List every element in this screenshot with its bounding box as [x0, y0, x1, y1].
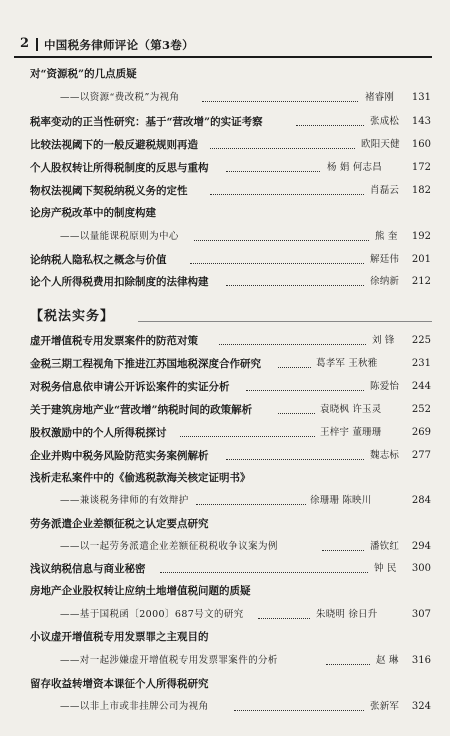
entry-page: 284	[411, 495, 431, 506]
entry-title: 房地产企业股权转让应纳土地增值税问题的质疑	[30, 585, 251, 597]
entry-page: 201	[411, 254, 431, 265]
entry-title: 对“资源税”的几点质疑	[30, 68, 137, 80]
entry-page: 294	[411, 541, 431, 552]
entry-title: 论个人所得税费用扣除制度的法律构建	[30, 276, 209, 288]
dot-leader	[226, 171, 320, 172]
section-heading: 【税法实务】	[30, 309, 115, 324]
dot-leader	[278, 413, 315, 414]
entry-title: 劳务派遣企业差额征税之认定要点研究	[30, 518, 209, 530]
entry-title: 物权法视阈下契税纳税义务的定性	[30, 185, 188, 197]
entry-author: 肖磊云	[370, 185, 400, 196]
section-rule	[138, 321, 432, 322]
entry-subtitle: ——以非上市或非挂牌公司为视角	[60, 701, 209, 712]
toc-entry[interactable]	[0, 581, 450, 601]
entry-title: 关于建筑房地产业“营改增”纳税时间的政策解析	[30, 404, 253, 416]
entry-author: 褚睿刚	[365, 92, 395, 103]
entry-page: 277	[411, 450, 431, 461]
entry-page: 269	[411, 427, 431, 438]
toc-entry[interactable]	[0, 227, 450, 247]
entry-author: 张新军	[370, 701, 400, 712]
entry-author: 欧阳天健	[361, 139, 400, 150]
entry-author: 张成松	[370, 116, 400, 127]
entry-title: 留存收益转增资本课征个人所得税研究	[30, 678, 209, 690]
entry-page: 324	[411, 701, 431, 712]
toc-entry[interactable]	[0, 605, 450, 625]
entry-author: 徐珊珊 陈映川	[310, 495, 372, 506]
toc-entry[interactable]	[0, 400, 450, 420]
entry-page: 172	[411, 162, 431, 173]
entry-author: 刘 锋	[372, 335, 395, 346]
entry-title: 个人股权转让所得税制度的反思与重构	[30, 162, 209, 174]
dot-leader	[296, 125, 364, 126]
dot-leader	[210, 194, 364, 195]
entry-author: 袁晓枫 许玉灵	[320, 404, 382, 415]
dot-leader	[226, 459, 364, 460]
entry-page: 225	[411, 335, 431, 346]
entry-title: 虚开增值税专用发票案件的防范对策	[30, 335, 198, 347]
entry-title: 比较法视阈下的一般反避税规则再造	[30, 139, 198, 151]
dot-leader	[210, 148, 355, 149]
entry-author: 陈爱怡	[370, 381, 400, 392]
entry-title: 浅析走私案件中的《偷逃税款海关核定证明书》	[30, 472, 251, 484]
entry-page: 212	[411, 276, 431, 287]
entry-subtitle: ——兼谈税务律师的有效辩护	[60, 495, 189, 506]
toc-entry[interactable]	[0, 272, 450, 292]
entry-author: 赵 琳	[376, 655, 399, 666]
entry-title: 股权激励中的个人所得税探讨	[30, 427, 167, 439]
entry-title: 企业并购中税务风险防范实务案例解析	[30, 450, 209, 462]
entry-author: 解廷伟	[370, 254, 400, 265]
entry-page: 143	[411, 116, 431, 127]
dot-leader	[219, 344, 366, 345]
toc-entry[interactable]	[0, 697, 450, 717]
page-number: 2	[20, 36, 30, 51]
toc-entry[interactable]	[0, 354, 450, 374]
toc-entry[interactable]	[0, 377, 450, 397]
entry-title: 论房产税改革中的制度构建	[30, 207, 156, 219]
toc-entry[interactable]	[0, 468, 450, 488]
entry-page: 231	[411, 358, 431, 369]
toc-entry[interactable]	[0, 64, 450, 84]
entry-author: 朱晓明 徐日升	[316, 609, 378, 620]
entry-author: 潘钦红	[370, 541, 400, 552]
dot-leader	[258, 618, 310, 619]
toc-entry[interactable]	[0, 250, 450, 270]
toc-entry[interactable]	[0, 651, 450, 671]
header-separator	[36, 38, 38, 51]
toc-entry[interactable]	[0, 135, 450, 155]
entry-author: 徐纳新	[370, 276, 400, 287]
toc-entry[interactable]	[0, 559, 450, 579]
toc-entry[interactable]	[0, 112, 450, 132]
entry-page: 252	[411, 404, 431, 415]
dot-leader	[194, 240, 369, 241]
toc-entry[interactable]	[0, 331, 450, 351]
entry-title: 对税务信息依申请公开诉讼案件的实证分析	[30, 381, 230, 393]
toc-entry[interactable]	[0, 446, 450, 466]
entry-page: 131	[411, 92, 431, 103]
entry-author: 王梓宇 董珊珊	[320, 427, 382, 438]
entry-title: 金税三期工程视角下推进江苏国地税深度合作研究	[30, 358, 261, 370]
entry-author: 杨 娟 何志昌	[327, 162, 382, 173]
dot-leader	[226, 285, 364, 286]
toc-entry[interactable]	[0, 88, 450, 108]
entry-page: 192	[411, 231, 431, 242]
dot-leader	[180, 436, 315, 437]
toc-entry[interactable]	[0, 203, 450, 223]
dot-leader	[326, 664, 370, 665]
entry-page: 300	[411, 563, 431, 574]
toc-entry[interactable]	[0, 491, 450, 511]
dot-leader	[246, 390, 364, 391]
toc-entry[interactable]	[0, 158, 450, 178]
entry-page: 316	[411, 655, 431, 666]
entry-title: 税率变动的正当性研究：基于“营改增”的实证考察	[30, 116, 263, 128]
entry-author: 钟 民	[374, 563, 397, 574]
running-title: 中国税务律师评论（第3卷）	[44, 38, 194, 52]
toc-entry[interactable]	[0, 627, 450, 647]
entry-author: 魏志标	[370, 450, 400, 461]
entry-title: 小议虚开增值税专用发票罪之主观目的	[30, 631, 209, 643]
entry-title: 论纳税人隐私权之概念与价值	[30, 254, 167, 266]
entry-author: 熊 奎	[375, 231, 398, 242]
entry-subtitle: ——以资源“费改税”为视角	[60, 92, 180, 103]
dot-leader	[190, 263, 364, 264]
entry-author: 葛孝军 王秋雅	[316, 358, 378, 369]
dot-leader	[278, 367, 311, 368]
entry-page: 160	[411, 139, 431, 150]
entry-subtitle: ——以一起劳务派遣企业差额征税税收争议案为例	[60, 541, 278, 552]
toc-entry[interactable]	[0, 514, 450, 534]
entry-title: 浅议纳税信息与商业秘密	[30, 563, 146, 575]
header-rule	[14, 56, 432, 58]
toc-entry[interactable]	[0, 537, 450, 557]
dot-leader	[196, 504, 306, 505]
entry-subtitle: ——基于国税函〔2000〕687号文的研究	[60, 609, 244, 620]
entry-page: 244	[411, 381, 431, 392]
dot-leader	[322, 550, 364, 551]
entry-page: 307	[411, 609, 431, 620]
dot-leader	[160, 572, 368, 573]
dot-leader	[202, 101, 358, 102]
running-header	[14, 34, 432, 56]
toc-entry[interactable]	[0, 423, 450, 443]
toc-entry[interactable]	[0, 674, 450, 694]
dot-leader	[234, 710, 364, 711]
entry-subtitle: ——以量能课税原则为中心	[60, 231, 179, 242]
entry-subtitle: ——对一起涉嫌虚开增值税专用发票罪案件的分析	[60, 655, 278, 666]
entry-page: 182	[411, 185, 431, 196]
toc-entry[interactable]	[0, 181, 450, 201]
